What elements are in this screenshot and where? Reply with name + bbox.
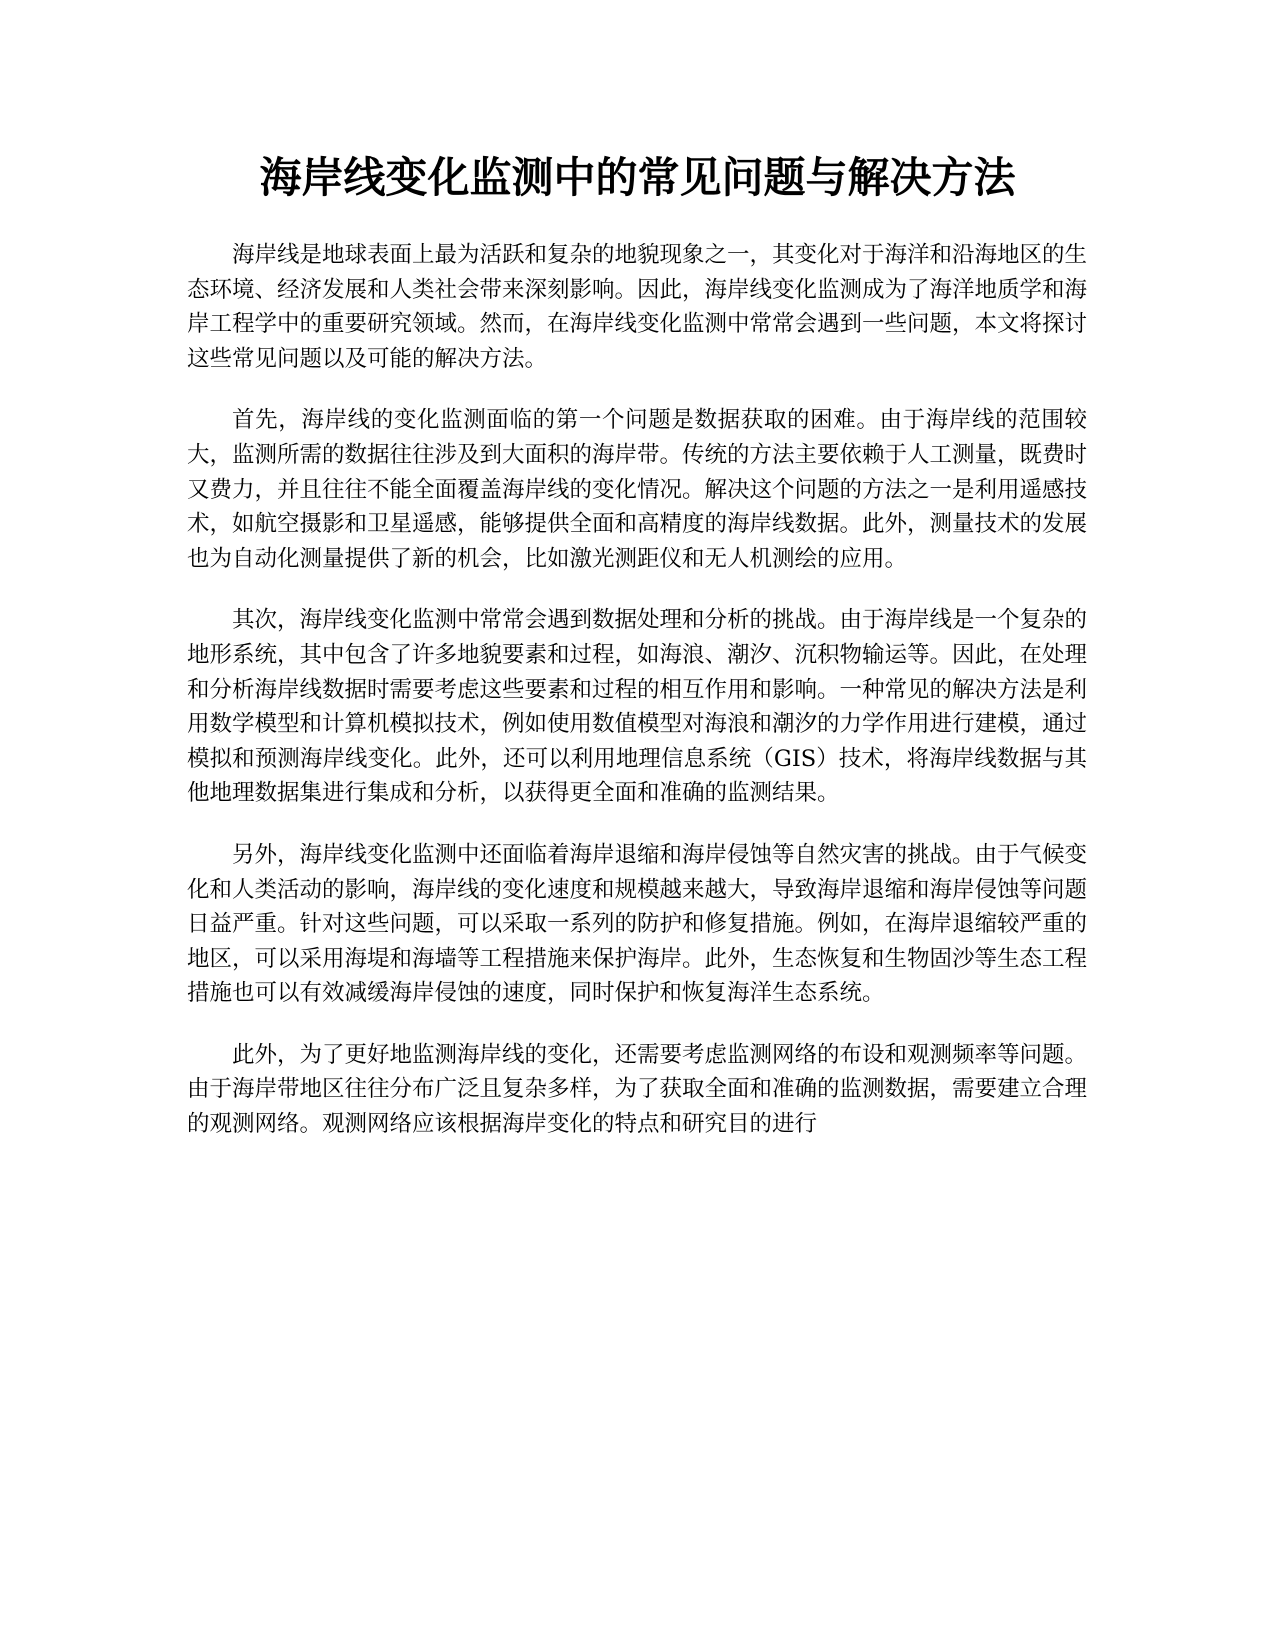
paragraph-4: 另外，海岸线变化监测中还面临着海岸退缩和海岸侵蚀等自然灾害的挑战。由于气候变化和人类活动的影响，海岸线的变化速度和规模越来越大，导致海岸退缩和海岸侵蚀等问题日益严重。针对这些问题，可以采取一系列的防护和修复措施。例如，在海岸退缩较严重的地区，可以采用海堤和海墙等工程措施来保护海岸。此外，生态恢复和生物固沙等生态工程措施也可以有效减缓海岸侵蚀的速度，同时保护和恢复海洋生态系统。 <box>187 841 1088 1007</box>
paragraph-5: 此外，为了更好地监测海岸线的变化，还需要考虑监测网络的布设和观测频率等问题。由于海岸带地区往往分布广泛且复杂多样，为了获取全面和准确的监测数据，需要建立合理的观测网络。观测网络应该根据海岸变化的特点和研究目的进行 <box>187 1041 1088 1138</box>
paragraph-1: 海岸线是地球表面上最为活跃和复杂的地貌现象之一，其变化对于海洋和沿海地区的生态环境、经济发展和人类社会带来深刻影响。因此，海岸线变化监测成为了海洋地质学和海岸工程学中的重要研究领域。然而，在海岸线变化监测中常常会遇到一些问题，本文将探讨这些常见问题以及可能的解决方法。 <box>187 242 1088 372</box>
document-title: 海岸线变化监测中的常见问题与解决方法 <box>259 153 1016 202</box>
paragraph-2: 首先，海岸线的变化监测面临的第一个问题是数据获取的困难。由于海岸线的范围较大，监测所需的数据往往涉及到大面积的海岸带。传统的方法主要依赖于人工测量，既费时又费力，并且往往不能全面覆盖海岸线的变化情况。解决这个问题的方法之一是利用遥感技术，如航空摄影和卫星遥感，能够提供全面和高精度的海岸线数据。此外，测量技术的发展也为自动化测量提供了新的机会，比如激光测距仪和无人机测绘的应用。 <box>187 407 1088 572</box>
paragraph-3: 其次，海岸线变化监测中常常会遇到数据处理和分析的挑战。由于海岸线是一个复杂的地形系统，其中包含了许多地貌要素和过程，如海浪、潮汐、沉积物输运等。因此，在处理和分析海岸线数据时需要考虑这些要素和过程的相互作用和影响。一种常见的解决方法是利用数学模型和计算机模拟技术，例如使用数值模型对海浪和潮汐的力学作用进行建模，通过模拟和预测海岸线变化。此外，还可以利用地理信息系统（GIS）技术，将海岸线数据与其他地理数据集进行集成和分析，以获得更全面和准确的监测结果。 <box>187 607 1088 807</box>
document-body <box>187 238 1087 1169</box>
